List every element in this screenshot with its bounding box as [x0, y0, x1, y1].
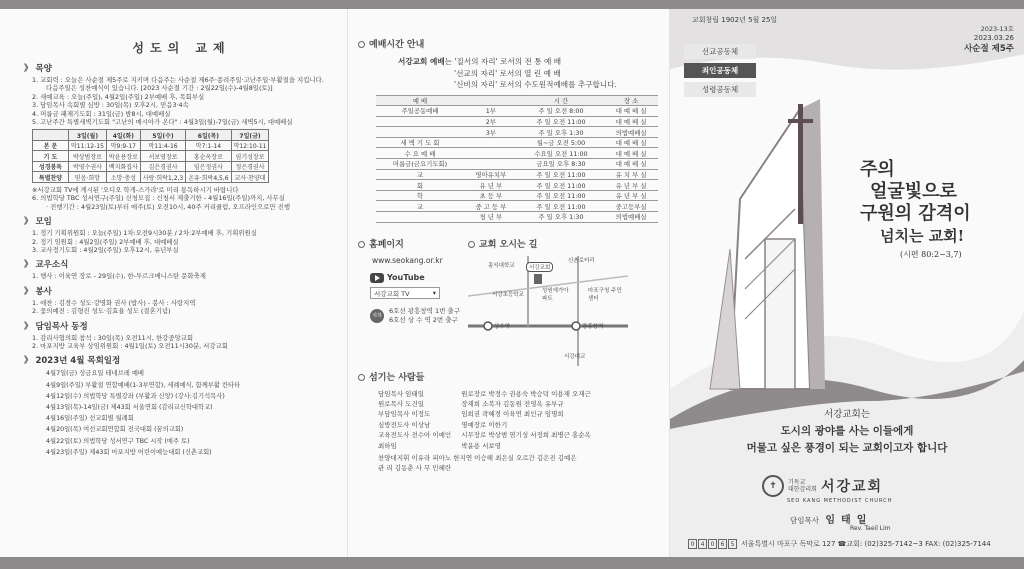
senior-pastor-eng: Rev. Taeil Lim	[850, 525, 891, 532]
table-cell: 박영수권사	[69, 161, 107, 172]
table-cell: 주 일 오전 11:00	[518, 116, 605, 127]
table-cell: 중고등부실	[604, 201, 658, 212]
staff-heading: 섬기는 사람들	[358, 370, 661, 383]
homepage-heading: 홈페이지	[358, 237, 468, 250]
table-cell: 주일공동예배	[376, 106, 464, 117]
homepage-url[interactable]: www.seokang.or.kr	[372, 255, 443, 265]
list-item: 2. 새예교육 : 오늘(주일), 4월2일(주일) 2부예배 후, 목회부실	[32, 92, 205, 101]
senior-pastor: 담임목사 임태일	[790, 515, 873, 526]
youtube-logo: YouTube	[370, 273, 468, 283]
table-cell: 의법예배실	[604, 127, 658, 138]
section-heading: 》 담임목사 동정	[24, 321, 88, 332]
schedule-item: 4월13일(목)-14일(금) 제43회 서울연회 (감리교신학대학교)	[46, 404, 213, 412]
chevron-down-icon: ▾	[432, 288, 436, 297]
bullet-icon	[358, 41, 365, 48]
fellowship-panel	[0, 9, 347, 557]
table-cell: 막11:12-15	[69, 140, 107, 151]
table-cell: 대 예 배 실	[604, 116, 658, 127]
list-item: 1. 정기 기획위원회 : 오늘(주일) 1차:오전9시30분 / 2차:2부예배 후, 기획위원실	[32, 229, 257, 238]
church-vision: 서강교회는 도시의 광야를 사는 이들에게 머물고 싶은 풍경이 되는 교회이고자 합니다	[746, 409, 948, 454]
section-heading: 》 목양	[24, 64, 52, 74]
list-item: 다음주일은 성찬예식이 있습니다. [2023 사순절 기간 : 2월22일(수)-4월8일(토)]	[46, 84, 273, 93]
staff-entry: 명예장로 이한기	[461, 420, 508, 429]
bottom-band	[0, 557, 1024, 569]
list-item: 1. 행사 : 이육연 장로 - 29일(수), 한-투르크메니스탄 문화축제	[32, 272, 206, 281]
info-row	[358, 237, 661, 366]
founded-date: 교회창립 1902년 5월 25일	[692, 16, 778, 24]
table-cell: 초 등 부	[464, 190, 518, 201]
table-cell: 대 예 배 실	[604, 148, 658, 159]
table-cell: 막7:1-14	[186, 140, 231, 151]
staff-entry: 원로목사 도건일	[378, 400, 425, 409]
staff-entry: 최하임	[378, 441, 397, 450]
table-cell: 막12:10-11	[231, 140, 269, 151]
table-cell: 대 예 배 실	[604, 106, 658, 117]
section-heading: 》 교우소식	[24, 260, 69, 271]
table-header: 7일(금)	[231, 130, 269, 141]
list-item: 2. 정기 임원회 : 4월2일(주일) 2부예배 후, 대예배실	[32, 237, 179, 246]
tab-spirit[interactable]: 성령공동체	[684, 82, 756, 97]
staff-list	[378, 389, 661, 451]
schedule-item: 4월12일(수) 의법학당 특별강좌 (부활과 신앙) (강사:김기석목사)	[46, 392, 225, 400]
church-address: 0 4 0 6 5 서울특별시 마포구 독막로 127 ☎교회: (02)325-7142~3 FAX: (02)325-7144	[688, 539, 991, 549]
staff-entry: 장재희 소복자 김동원 전영옥 유부규	[461, 400, 564, 409]
table-cell: 온유·희락4,5,6	[186, 172, 231, 183]
table-cell: 기 도	[33, 151, 69, 162]
staff-entry: 원로장로 박정수 권용숙 박승덕 이용재 오재근	[461, 389, 591, 398]
table-cell: 머릅금(금요기도회)	[376, 159, 464, 170]
issue-info: 2023-13호 2023.03.26 사순절 제5주	[964, 25, 1014, 54]
tab-mission[interactable]: 선교공동체	[684, 44, 756, 59]
list-item: · 진행기간 : 4월23일(토)부터 매주(토) 오전10시, 40주 커리큘럼, 오프라인으로만 진행	[46, 202, 290, 211]
table-cell: 1부	[464, 106, 518, 117]
subway-icon: 지하철	[370, 309, 384, 323]
worship-panel	[347, 9, 669, 557]
list-item: 6. 의법학당 TBC 성서연구(주일) 신청모집 : 신청서 제출기한 - 4월16일(주일)까지, 사무실	[32, 194, 285, 203]
table-cell	[464, 159, 518, 170]
map-label: 상수역	[494, 323, 510, 330]
service-schedule-table	[376, 95, 658, 223]
map-label: 마포구청 주민센터	[588, 287, 622, 302]
table-row	[376, 212, 658, 223]
table-row	[33, 140, 269, 151]
church-name: 서강교회	[820, 479, 884, 495]
table-cell: 수 요 예 배	[376, 148, 464, 159]
list-item: 5. 고난주간 특별새벽기도회 "고난의 메시아가 온다" : 4월3일(월)-7일(금) 새벽5시, 대예배실	[32, 118, 293, 127]
table-cell: 본 문	[33, 140, 69, 151]
table-header: 5일(수)	[140, 130, 185, 141]
table-cell: 사랑·희락1,2,3	[140, 172, 185, 183]
schedule-item: 4월9일(주일) 부활절 연합예배(1-3부연합), 세례예식, 함께부활 칸타타	[46, 381, 241, 389]
staff-extra: 찬양대지휘 이유라 피아노 한지연 이승해 최은실 오르간 김은진 김예은 관 리 김동춘 사 무 민혜란	[378, 454, 577, 473]
table-cell	[376, 116, 464, 127]
staff-entry: 교육전도사 전수아 이예인	[378, 431, 452, 440]
table-cell: 영아유치부	[464, 169, 518, 180]
map-label: 서강초등학교	[492, 291, 524, 298]
table-cell: 주 일 오후 1:30	[518, 127, 605, 138]
table-cell: 염기성장로	[231, 151, 269, 162]
table-cell: 믿음·희망	[69, 172, 107, 183]
table-cell: 주 일 오후 1:30	[518, 212, 605, 223]
list-item: 2. 꽃의예전 : 김형진 성도·김효율 성도 (결혼기념)	[32, 307, 171, 316]
list-item: 3. 교사정기도회 : 4월2일(주일) 오후12시, 유년부실	[32, 245, 179, 254]
table-header: 3일(월)	[69, 130, 107, 141]
table-cell: 새 벽 기 도 회	[376, 137, 464, 148]
youtube-icon	[370, 273, 384, 283]
table-cell: 막9:9-17	[106, 140, 140, 151]
section-heading: 》 모임	[24, 217, 52, 228]
list-item: ※서강교회 TV에 게시된 '오디오 학개-스가랴'로 미리 통독하시기 바랍니다	[32, 185, 239, 194]
table-row	[376, 180, 658, 191]
table-cell: 김은경권사	[140, 161, 185, 172]
section-heading: 》 2023년 4월 목회일정	[24, 356, 121, 367]
table-header: 6일(목)	[186, 130, 231, 141]
table-cell	[464, 137, 518, 148]
table-cell: 의법예배실	[604, 212, 658, 223]
table-header	[464, 95, 518, 106]
table-cell: 월~금 오전 5:00	[518, 137, 605, 148]
map-label: 홍익대학교	[488, 262, 515, 269]
schedule-item: 4월22일(토) 의법학당 성서연구 TBC 시작 (매주 토)	[46, 437, 190, 445]
table-cell: 소망·충성	[106, 172, 140, 183]
map-graphic	[468, 256, 628, 366]
table-cell: 주 일 오전 11:00	[518, 180, 605, 191]
worship-intro: 서강교회 예배는 '질서의 자리' 로서의 전 통 예 배 '선교의 자리' 로서의 열 린 예 배 '신비의 자리' 로서의 수도원적예배를 추구합니다.	[398, 57, 617, 89]
fellowship-body	[24, 62, 339, 458]
table-cell: 특별찬양	[33, 172, 69, 183]
list-item: 3. 담임목사 속회별 심방 : 30일(목) 오후2시, 믿음3·4속	[32, 101, 189, 110]
directions-map	[468, 256, 628, 366]
table-cell: 교	[376, 201, 464, 212]
list-item: 1. 교회력 : 오늘은 사순절 제5주로 지키며 다음주는 사순절 제6주·종려주일·고난주일·부활절을 지킵니다.	[32, 76, 324, 84]
prayer-table	[32, 129, 269, 183]
map-label: 신촌로터리	[568, 257, 595, 264]
table-cell: 성경봉독	[33, 161, 69, 172]
table-header: 장 소	[604, 95, 658, 106]
schedule-item: 4월7일(금) 성금요일 테네브레 예배	[46, 370, 145, 378]
table-cell: 임은정권사	[186, 161, 231, 172]
cover-panel	[669, 9, 1024, 557]
table-cell: 막11:4-16	[140, 140, 185, 151]
table-cell: 주 일 오전 11:00	[518, 201, 605, 212]
table-cell: 박윤용장로	[106, 151, 140, 162]
table-row	[33, 151, 269, 162]
staff-entry: 시무장로 박상범 염기성 서정희 최병근 홍순옥	[461, 431, 591, 440]
section-heading: 》 봉사	[24, 286, 52, 297]
church-logo: ✝ 기독교 대한감리회 서강교회	[762, 475, 883, 497]
staff-column	[378, 389, 451, 451]
schedule-item: 4월20일(목) 여선교회연합회 전국대회 (꿈의교회)	[46, 426, 184, 434]
table-header	[33, 130, 69, 141]
map-label-church: 서강교회	[526, 262, 553, 272]
tab-sinners[interactable]: 죄인공동체	[684, 63, 756, 78]
schedule-item: 4월16일(주일) 선교회별 월례회	[46, 415, 134, 423]
staff-entry: 임희권 곽혜경 이육연 최인규 임명희	[461, 410, 564, 419]
staff-entry: 박윤용 서보영	[461, 441, 501, 450]
table-cell: 백지화집사	[106, 161, 140, 172]
table-cell: 수요일 오전 11:00	[518, 148, 605, 159]
directions	[468, 237, 628, 366]
table-cell: 회	[376, 180, 464, 191]
youtube-channel-select[interactable]: 서강교회 TV ▾	[370, 287, 440, 299]
table-cell: 2부	[464, 116, 518, 127]
list-item: 2. 마포지방 교육부 상임위원회 : 4월1일(토) 오전11시30분, 서강교회	[32, 342, 228, 350]
bullet-icon	[468, 241, 475, 248]
table-cell: 주 일 오전 11:00	[518, 190, 605, 201]
table-cell: 청 년 부	[464, 212, 518, 223]
table-cell: 3부	[464, 127, 518, 138]
list-item: 1. 애찬 : 김경수 성도·강명화 권사 (밥사) - 봉사 : 사랑지역	[32, 298, 196, 307]
staff-entry: 심방전도사 이상남	[378, 420, 431, 429]
table-header: 4일(화)	[106, 130, 140, 141]
table-cell: 유 년 부 실	[604, 190, 658, 201]
church-name-eng: SEO KANG METHODIST CHURCH	[787, 498, 893, 504]
table-row	[376, 137, 658, 148]
table-cell: 학	[376, 190, 464, 201]
table-cell: 중 고 등 부	[464, 201, 518, 212]
table-row	[376, 159, 658, 170]
fellowship-title: 성도의 교제	[132, 41, 231, 55]
table-cell: 정은경권사	[231, 161, 269, 172]
table-cell	[464, 148, 518, 159]
table-header: 시 간	[518, 95, 605, 106]
staff-entry: 담임목사 임태일	[378, 389, 425, 398]
table-cell: 홍순옥장로	[186, 151, 231, 162]
table-cell: 유 년 부 실	[604, 180, 658, 191]
worship-heading: 예배시간 안내	[358, 37, 661, 50]
table-row	[376, 127, 658, 138]
table-cell: 교사·찬양대	[231, 172, 269, 183]
table-cell: 유 년 부	[464, 180, 518, 191]
table-cell: 대 예 배 실	[604, 159, 658, 170]
staff-entry: 부담임목사 이정도	[378, 410, 431, 419]
community-tabs	[684, 44, 756, 124]
table-cell	[376, 127, 464, 138]
map-label: 서강대교	[564, 353, 586, 360]
table-row	[376, 148, 658, 159]
table-row	[376, 190, 658, 201]
table-row	[376, 169, 658, 180]
bullet-icon	[358, 374, 365, 381]
table-cell	[376, 212, 464, 223]
table-row	[376, 106, 658, 117]
map-label: 성원에가아파트	[542, 287, 569, 302]
list-item: 1. 감리사협의회 참석 : 30일(목) 오전11시, 한강중앙교회	[32, 333, 194, 342]
staff-column	[461, 389, 591, 451]
top-band	[0, 0, 1024, 9]
cover-slogan: 주의 얼굴빛으로 구원의 감격이 넘치는 교회! (시편 80:2~3,7)	[860, 159, 971, 259]
table-row	[376, 201, 658, 212]
left-info	[358, 237, 468, 366]
table-cell: 대 예 배 실	[604, 137, 658, 148]
schedule-item: 4월23일(주일) 제43회 마포지방 어린이예능대회 (신촌교회)	[46, 448, 212, 456]
table-header: 예 배	[376, 95, 464, 106]
table-row	[33, 161, 269, 172]
table-cell: 박상범장로	[69, 151, 107, 162]
subway-info: 지하철 6호선 광흥창역 1번 출구 6호선 상 수 역 2번 출구	[370, 307, 468, 325]
table-cell: 주 일 오전 8:00	[518, 106, 605, 117]
table-cell: 주 일 오전 11:00	[518, 169, 605, 180]
church-seal-icon: ✝	[762, 475, 784, 497]
map-label: 광흥창역	[582, 323, 604, 330]
table-cell: 서보영장로	[140, 151, 185, 162]
directions-heading: 교회 오시는 길	[468, 237, 628, 250]
table-row	[376, 116, 658, 127]
table-cell: 금요일 오후 8:30	[518, 159, 605, 170]
bullet-icon	[358, 241, 365, 248]
table-row	[33, 172, 269, 183]
list-item: 4. 머릅금 패제기도회 : 31일(금) 밤8시, 대예배실	[32, 109, 171, 118]
table-cell: 교	[376, 169, 464, 180]
table-cell: 유 치 부 실	[604, 169, 658, 180]
